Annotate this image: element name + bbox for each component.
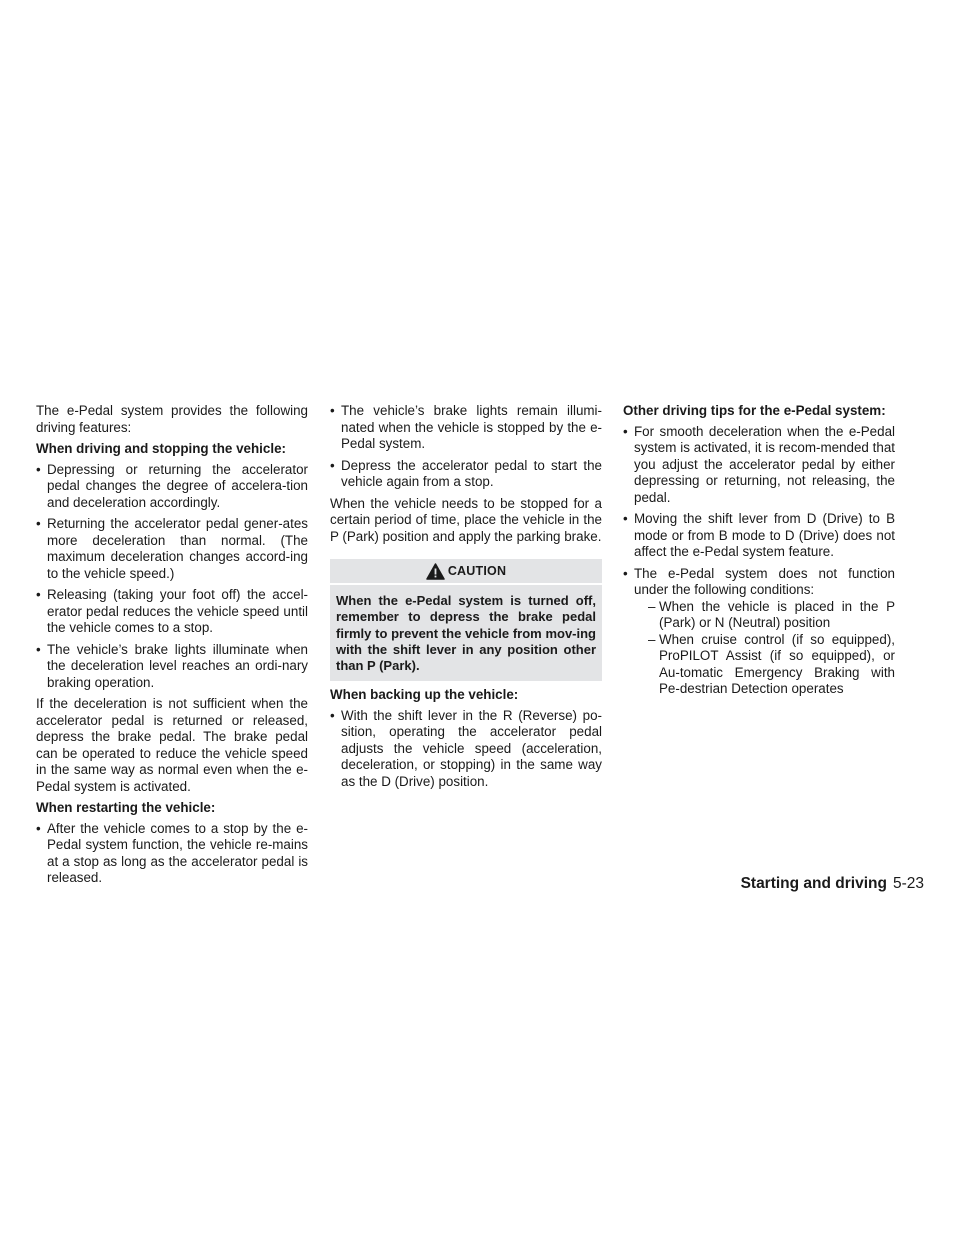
sublist-item: – When cruise control (if so equipped), ProPILOT Assist (if so equipped), or Au-tomatic Emergency Braking with Pe-destrian Detection operates: [634, 632, 895, 698]
column-right: [623, 403, 895, 703]
conditions-sublist: [634, 599, 895, 698]
page-footer: [741, 876, 924, 893]
heading-backing-up: When backing up the vehicle:: [330, 687, 519, 703]
list-item: • The vehicle’s brake lights illuminate when the deceleration level reaches an ordi-nary braking operation.: [36, 642, 308, 692]
heading-driving-stopping: When driving and stopping the vehicle:: [36, 441, 286, 456]
backing-up-list: [330, 708, 602, 791]
list-item-text: The e-Pedal system does not function under the following conditions:: [634, 565, 895, 597]
restarting-list: [36, 821, 308, 887]
brake-lights-list: [330, 403, 602, 491]
deceleration-paragraph: If the deceleration is not sufficient when the accelerator pedal is returned or released, depress the brake pedal. The brake pedal can be operated to reduce the vehicle speed in the same way as normal even when the e-Pedal system is activated.: [36, 696, 308, 794]
caution-box: [330, 559, 602, 681]
sublist-item: – When the vehicle is placed in the P (Park) or N (Neutral) position: [634, 599, 895, 632]
column-middle: [330, 403, 602, 795]
list-item: [623, 566, 895, 698]
caution-text: When the e-Pedal system is turned off, remember to depress the brake pedal firmly to prevent the vehicle from mov-ing with the shift lever in any position other than P (Park).: [336, 593, 596, 674]
list-item: • The vehicle’s brake lights remain illumi-nated when the vehicle is stopped by the e-Pedal system.: [330, 403, 602, 453]
caution-title: CAUTION: [447, 563, 507, 578]
list-item: • Depress the accelerator pedal to start the vehicle again from a stop.: [330, 458, 602, 491]
parking-paragraph: When the vehicle needs to be stopped for a certain period of time, place the vehicle in the P (Park) position and apply the parking brake.: [330, 495, 602, 544]
caution-header: [330, 559, 602, 583]
heading-restarting: When restarting the vehicle:: [36, 800, 216, 815]
list-item: • Releasing (taking your foot off) the accel-erator pedal reduces the vehicle speed until the vehicle comes to a stop.: [36, 587, 308, 637]
list-item: • Returning the accelerator pedal gener-ates more deceleration than normal. (The maximum deceleration changes accord-ing to the vehicle speed.): [36, 516, 308, 582]
column-left: [36, 403, 308, 892]
intro-paragraph: The e-Pedal system provides the following driving features:: [36, 403, 308, 435]
list-item: • Depressing or returning the accelerator pedal changes the degree of accelera-tion and deceleration accordingly.: [36, 462, 308, 512]
list-item: • After the vehicle comes to a stop by the e-Pedal system function, the vehicle re-mains at a stop as long as the accelerator pedal is released.: [36, 821, 308, 887]
list-item: • With the shift lever in the R (Reverse) po-sition, operating the accelerator pedal adjusts the vehicle speed (acceleration, deceleration, or stopping) in the same way as the D (Drive) position.: [330, 708, 602, 791]
heading-other-tips: Other driving tips for the e-Pedal system:: [623, 403, 886, 418]
warning-icon: [426, 563, 445, 580]
section-title: Starting and driving: [740, 875, 887, 892]
list-item: • For smooth deceleration when the e-Pedal system is activated, it is recom-mended that you adjust the accelerator pedal by either depressing or returning, not releasing, the pedal.: [623, 424, 895, 507]
driving-features-list: [36, 462, 308, 692]
page-number: 5-23: [892, 875, 924, 892]
list-item: • Moving the shift lever from D (Drive) to B mode or from B mode to D (Drive) does not affect the e-Pedal system feature.: [623, 511, 895, 561]
tips-list: [623, 424, 895, 698]
